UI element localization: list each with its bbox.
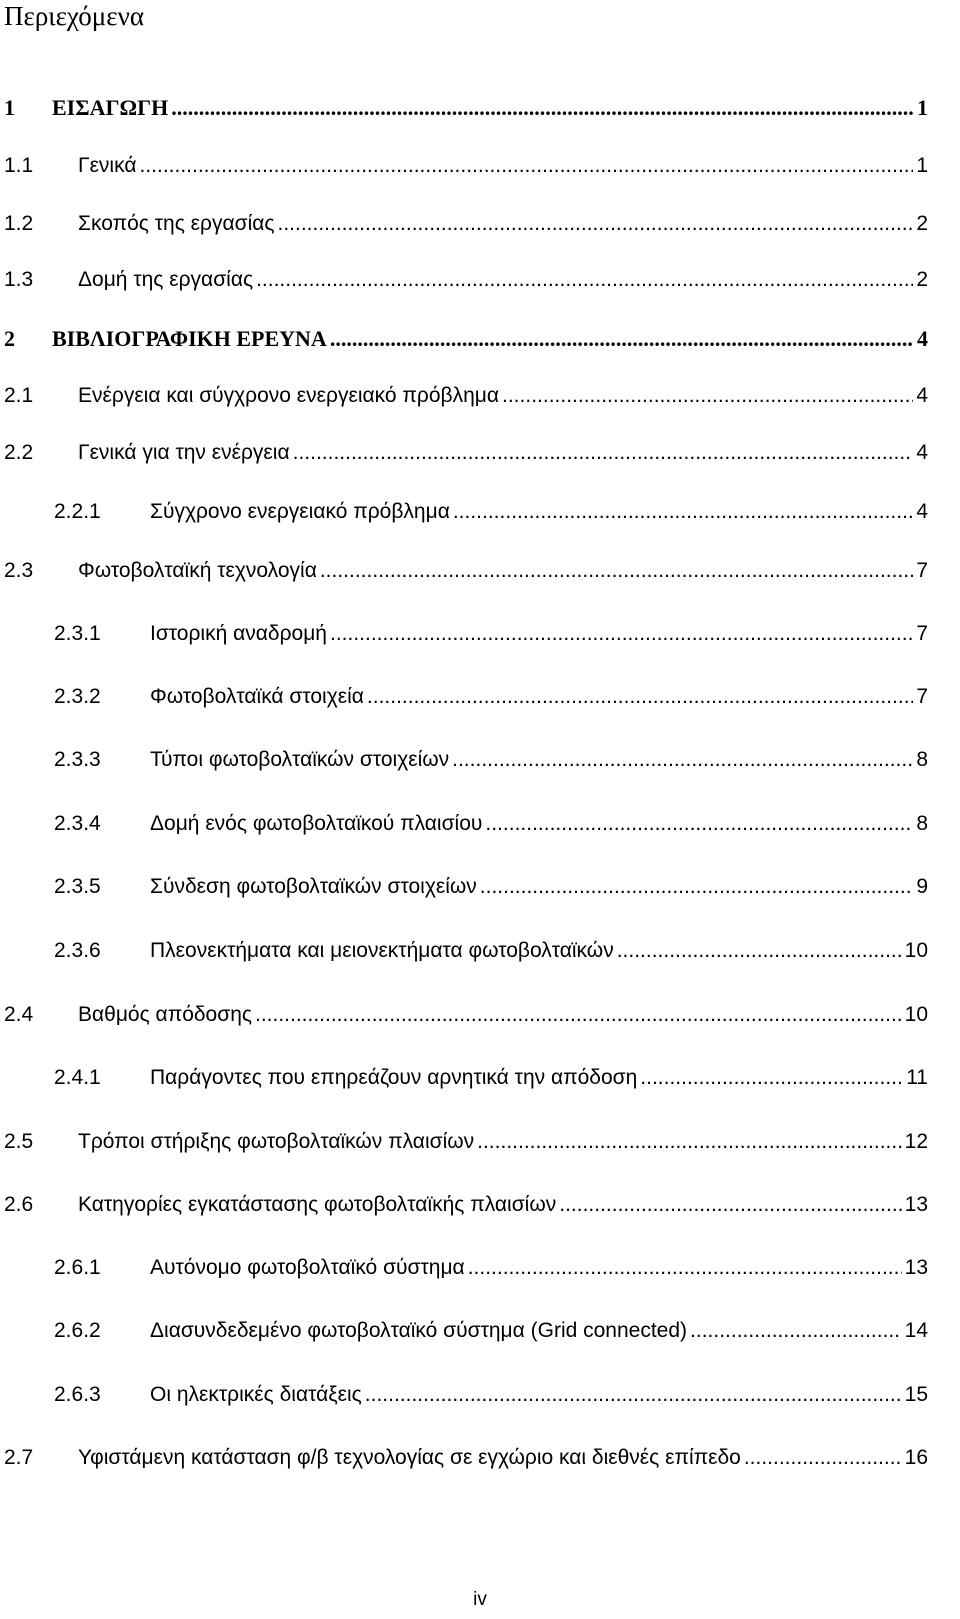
- dot-leader: [468, 1253, 902, 1283]
- toc-entry-number: 2.4: [4, 1003, 34, 1026]
- toc-entry[interactable]: [54, 497, 928, 527]
- page-title: Περιεχόμενα: [4, 1, 144, 31]
- toc-entry-page: 15: [904, 1383, 928, 1406]
- toc-entry-number: 2.3.6: [54, 939, 101, 962]
- dot-leader: [293, 438, 914, 468]
- dot-leader: [452, 745, 913, 775]
- toc-entry-number: 2.3.5: [54, 875, 101, 898]
- toc-entry-page: 7: [916, 622, 928, 645]
- toc-entry-title: Τύποι φωτοβολταϊκών στοιχείων: [150, 748, 450, 771]
- dot-leader: [477, 1127, 902, 1157]
- toc-entry-number: 2.3.1: [54, 622, 101, 645]
- toc-entry-number: 1: [4, 95, 15, 120]
- dot-leader: [139, 151, 913, 181]
- toc-entry[interactable]: [54, 745, 928, 775]
- toc-entry[interactable]: [4, 324, 928, 354]
- toc-entry-page: 14: [904, 1319, 928, 1342]
- toc-entry[interactable]: [4, 1000, 928, 1030]
- toc-entry-number: 2.6.1: [54, 1256, 101, 1279]
- dot-leader: [744, 1443, 902, 1473]
- dot-leader: [453, 497, 913, 527]
- dot-leader: [690, 1316, 902, 1346]
- toc-entry-page: 1: [917, 95, 928, 120]
- toc-entry-number: 2: [4, 326, 15, 351]
- toc-entry-number: 2.3.4: [54, 812, 101, 835]
- toc-entry-page: 1: [916, 154, 928, 177]
- toc-entry-page: 13: [904, 1193, 928, 1216]
- toc-entry[interactable]: [4, 265, 928, 295]
- toc-entry-title: Σύνδεση φωτοβολταϊκών στοιχείων: [150, 875, 477, 898]
- toc-entry-title: Αυτόνομο φωτοβολταϊκό σύστημα: [150, 1256, 465, 1279]
- toc-entry-page: 4: [916, 441, 928, 464]
- toc-entry[interactable]: [4, 438, 928, 468]
- toc-entry-page: 9: [916, 875, 928, 898]
- toc-entry-title: Βαθμός απόδοσης: [78, 1003, 252, 1026]
- toc-entry-title: Διασυνδεδεμένο φωτοβολταϊκό σύστημα (Grid connected): [150, 1319, 688, 1342]
- toc-entry-title: Δομή της εργασίας: [78, 268, 254, 291]
- toc-entry-page: 7: [916, 685, 928, 708]
- toc-entry-title: Φωτοβολταϊκά στοιχεία: [150, 685, 364, 708]
- toc-entry-title: Ιστορική αναδρομή: [150, 622, 327, 645]
- toc-entry-number: 1.2: [4, 212, 34, 235]
- dot-leader: [485, 809, 913, 839]
- toc-entry-page: 4: [917, 326, 928, 351]
- toc-entry-page: 12: [904, 1130, 928, 1153]
- toc-entry-title: Οι ηλεκτρικές διατάξεις: [150, 1383, 362, 1406]
- toc-entry-page: 7: [916, 559, 928, 582]
- toc-entry-number: 2.6.2: [54, 1319, 101, 1342]
- toc-entry[interactable]: [4, 209, 928, 239]
- toc-entry[interactable]: [54, 872, 928, 902]
- toc-entry-number: 2.6: [4, 1193, 34, 1216]
- toc-entry-number: 1.3: [4, 268, 34, 291]
- toc-entry-title: Πλεονεκτήματα και μειονεκτήματα φωτοβολταϊκών: [150, 939, 614, 962]
- toc-entry-number: 2.3: [4, 559, 34, 582]
- dot-leader: [171, 93, 914, 123]
- dot-leader: [330, 619, 913, 649]
- toc-entry-title: Ενέργεια και σύγχρονο ενεργειακό πρόβλημα: [78, 384, 500, 407]
- dot-leader: [330, 324, 914, 354]
- toc-entry[interactable]: [4, 556, 928, 586]
- toc-entry-number: 2.5: [4, 1130, 34, 1153]
- dot-leader: [559, 1190, 901, 1220]
- dot-leader: [320, 556, 913, 586]
- toc-entry[interactable]: [4, 93, 928, 123]
- toc-entry[interactable]: [54, 1380, 928, 1410]
- toc-entry[interactable]: [54, 1253, 928, 1283]
- toc-entry-title: Γενικά: [78, 154, 137, 177]
- toc-entry-title: ΕΙΣΑΓΩΓΗ: [52, 95, 169, 120]
- dot-leader: [255, 1000, 902, 1030]
- toc-entry-page: 10: [904, 1003, 928, 1026]
- toc-entry[interactable]: [54, 809, 928, 839]
- toc-entry-title: Τρόποι στήριξης φωτοβολταϊκών πλαισίων: [78, 1130, 475, 1153]
- toc-entry-page: 8: [916, 812, 928, 835]
- toc-entry-number: 2.6.3: [54, 1383, 101, 1406]
- toc-entry-title: Σκοπός της εργασίας: [78, 212, 275, 235]
- toc-entry-number: 2.2: [4, 441, 34, 464]
- toc-entry[interactable]: [4, 1127, 928, 1157]
- toc-entry-page: 8: [916, 748, 928, 771]
- toc-entry[interactable]: [54, 619, 928, 649]
- toc-entry-page: 2: [916, 212, 928, 235]
- dot-leader: [480, 872, 914, 902]
- toc-entry-number: 2.4.1: [54, 1066, 101, 1089]
- toc-entry-number: 1.1: [4, 154, 34, 177]
- toc-entry-number: 2.3.3: [54, 748, 101, 771]
- toc-entry-page: 2: [916, 268, 928, 291]
- toc-entry-title: Δομή ενός φωτοβολταϊκού πλαισίου: [150, 812, 483, 835]
- toc-entry-number: 2.7: [4, 1446, 34, 1469]
- toc-entry-title: Παράγοντες που επηρεάζουν αρνητικά την απόδοση: [150, 1066, 638, 1089]
- dot-leader: [365, 1380, 902, 1410]
- toc-entry-page: 16: [904, 1446, 928, 1469]
- toc-entry-number: 2.2.1: [54, 500, 101, 523]
- toc-entry-page: 4: [916, 384, 928, 407]
- toc-entry-number: 2.3.2: [54, 685, 101, 708]
- toc-entry-page: 4: [916, 500, 928, 523]
- toc-entry[interactable]: [4, 1443, 928, 1473]
- toc-entry-title: Σύγχρονο ενεργειακό πρόβλημα: [150, 500, 450, 523]
- toc-entry[interactable]: [54, 936, 928, 966]
- dot-leader: [256, 265, 913, 295]
- dot-leader: [617, 936, 902, 966]
- toc-entry-title: ΒΙΒΛΙΟΓΡΑΦΙΚΗ ΕΡΕΥΝΑ: [52, 326, 327, 351]
- toc-entry-title: Κατηγορίες εγκατάστασης φωτοβολταϊκής πλαισίων: [78, 1193, 557, 1216]
- toc-entry[interactable]: [4, 1190, 928, 1220]
- dot-leader: [640, 1063, 903, 1093]
- toc-entry[interactable]: [54, 682, 928, 712]
- toc-entry-page: 10: [904, 939, 928, 962]
- toc-entry[interactable]: [54, 1063, 928, 1093]
- toc-entry-number: 2.1: [4, 384, 34, 407]
- toc-entry[interactable]: [4, 151, 928, 181]
- toc-entry-page: 11: [906, 1066, 928, 1089]
- page-number-footer: iv: [473, 1589, 487, 1610]
- toc-entry-page: 13: [904, 1256, 928, 1279]
- toc-entry-title: Φωτοβολταϊκή τεχνολογία: [78, 559, 317, 582]
- toc-entry[interactable]: [54, 1316, 928, 1346]
- toc-entry-title: Γενικά για την ενέργεια: [78, 441, 290, 464]
- toc-entry-title: Υφιστάμενη κατάσταση φ/β τεχνολογίας σε εγχώριο και διεθνές επίπεδο: [78, 1446, 741, 1469]
- dot-leader: [502, 381, 913, 411]
- dot-leader: [278, 209, 914, 239]
- toc-entry[interactable]: [4, 381, 928, 411]
- dot-leader: [367, 682, 913, 712]
